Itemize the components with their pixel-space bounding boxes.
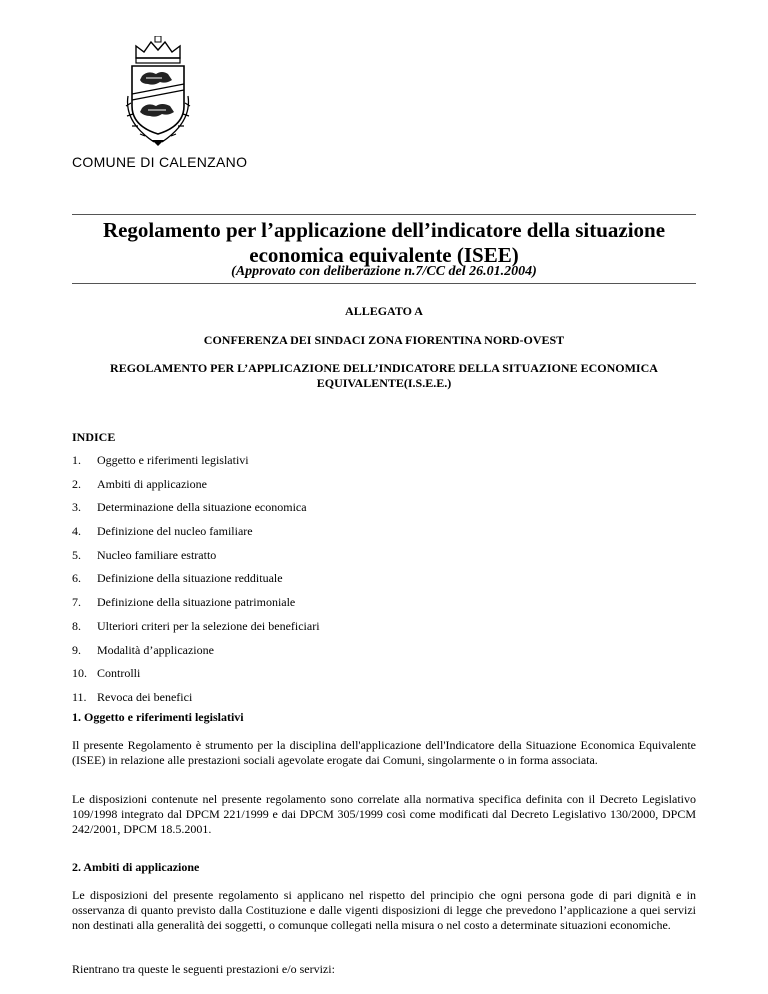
index-list bbox=[72, 452, 672, 713]
index-heading: INDICE bbox=[72, 430, 116, 444]
index-item: 1. Oggetto e riferimenti legislativi bbox=[72, 453, 249, 467]
index-item: 6. Definizione della situazione reddituale bbox=[72, 571, 283, 586]
index-item: 2. Ambiti di applicazione bbox=[72, 476, 207, 491]
document-title: Regolamento per l’applicazione dell’indicatore della situazione economica equivalente (ISEE) bbox=[102, 218, 666, 267]
title-rule-bottom bbox=[72, 283, 696, 284]
attachment-label: ALLEGATO A bbox=[345, 304, 423, 318]
coat-of-arms-icon bbox=[118, 36, 198, 148]
title-rule-top bbox=[72, 214, 696, 215]
municipality-name: COMUNE DI CALENZANO bbox=[72, 154, 248, 170]
index-item: 11. Revoca dei benefici bbox=[72, 689, 193, 704]
section-1-paragraph-1: Il presente Regolamento è strumento per la disciplina dell'applicazione dell'Indicatore della Situazione Economica Equivalente (ISEE) in relazione alle prestazioni sociali agevolate erogate dai Comuni, singolarmente o in forma associata. bbox=[72, 738, 696, 767]
section-2-heading: 2. Ambiti di applicazione bbox=[72, 860, 200, 874]
index-item: 4. Definizione del nucleo familiare bbox=[72, 524, 253, 539]
index-item: 5. Nucleo familiare estratto bbox=[72, 547, 217, 562]
index-item: 8. Ulteriori criteri per la selezione dei beneficiari bbox=[72, 618, 320, 633]
section-1-paragraph-2: Le disposizioni contenute nel presente regolamento sono correlate alla normativa specifica definita con il Decreto Legislativo 109/1998 integrato dal DPCM 221/1999 e dai DPCM 305/1999 così come modificati dal Decreto Legislativo 130/2000, DPCM 242/2001, DPCM 18.5.2001. bbox=[72, 792, 696, 836]
index-item: 3. Determinazione della situazione economica bbox=[72, 500, 307, 515]
regulation-heading: REGOLAMENTO PER L’APPLICAZIONE DELL’INDICATORE DELLA SITUAZIONE ECONOMICA EQUIVALENTE(I.S.E.E.) bbox=[110, 361, 658, 390]
index-item: 9. Modalità d’applicazione bbox=[72, 642, 214, 657]
index-item: 10. Controlli bbox=[72, 666, 141, 681]
index-item: 7. Definizione della situazione patrimoniale bbox=[72, 595, 296, 610]
section-2-paragraph-2: Rientrano tra queste le seguenti prestazioni e/o servizi: bbox=[72, 962, 335, 976]
conference-heading: CONFERENZA DEI SINDACI ZONA FIORENTINA NORD-OVEST bbox=[203, 333, 565, 347]
section-2-paragraph-1: Le disposizioni del presente regolamento si applicano nel rispetto del principio che ogni persona gode di pari dignità e in osservanza di quanto previsto dalla Costituzione e dalle vigenti disposizioni di legge che prevedono l’applicazione a quei servizi non destinati alla generalità dei soggetti, o comunque collegati nella misura o nel costo a determinate situazioni economiche. bbox=[72, 888, 696, 932]
section-1-heading: 1. Oggetto e riferimenti legislativi bbox=[72, 710, 244, 724]
approval-note: (Approvato con deliberazione n.7/CC del 26.01.2004) bbox=[231, 264, 537, 279]
